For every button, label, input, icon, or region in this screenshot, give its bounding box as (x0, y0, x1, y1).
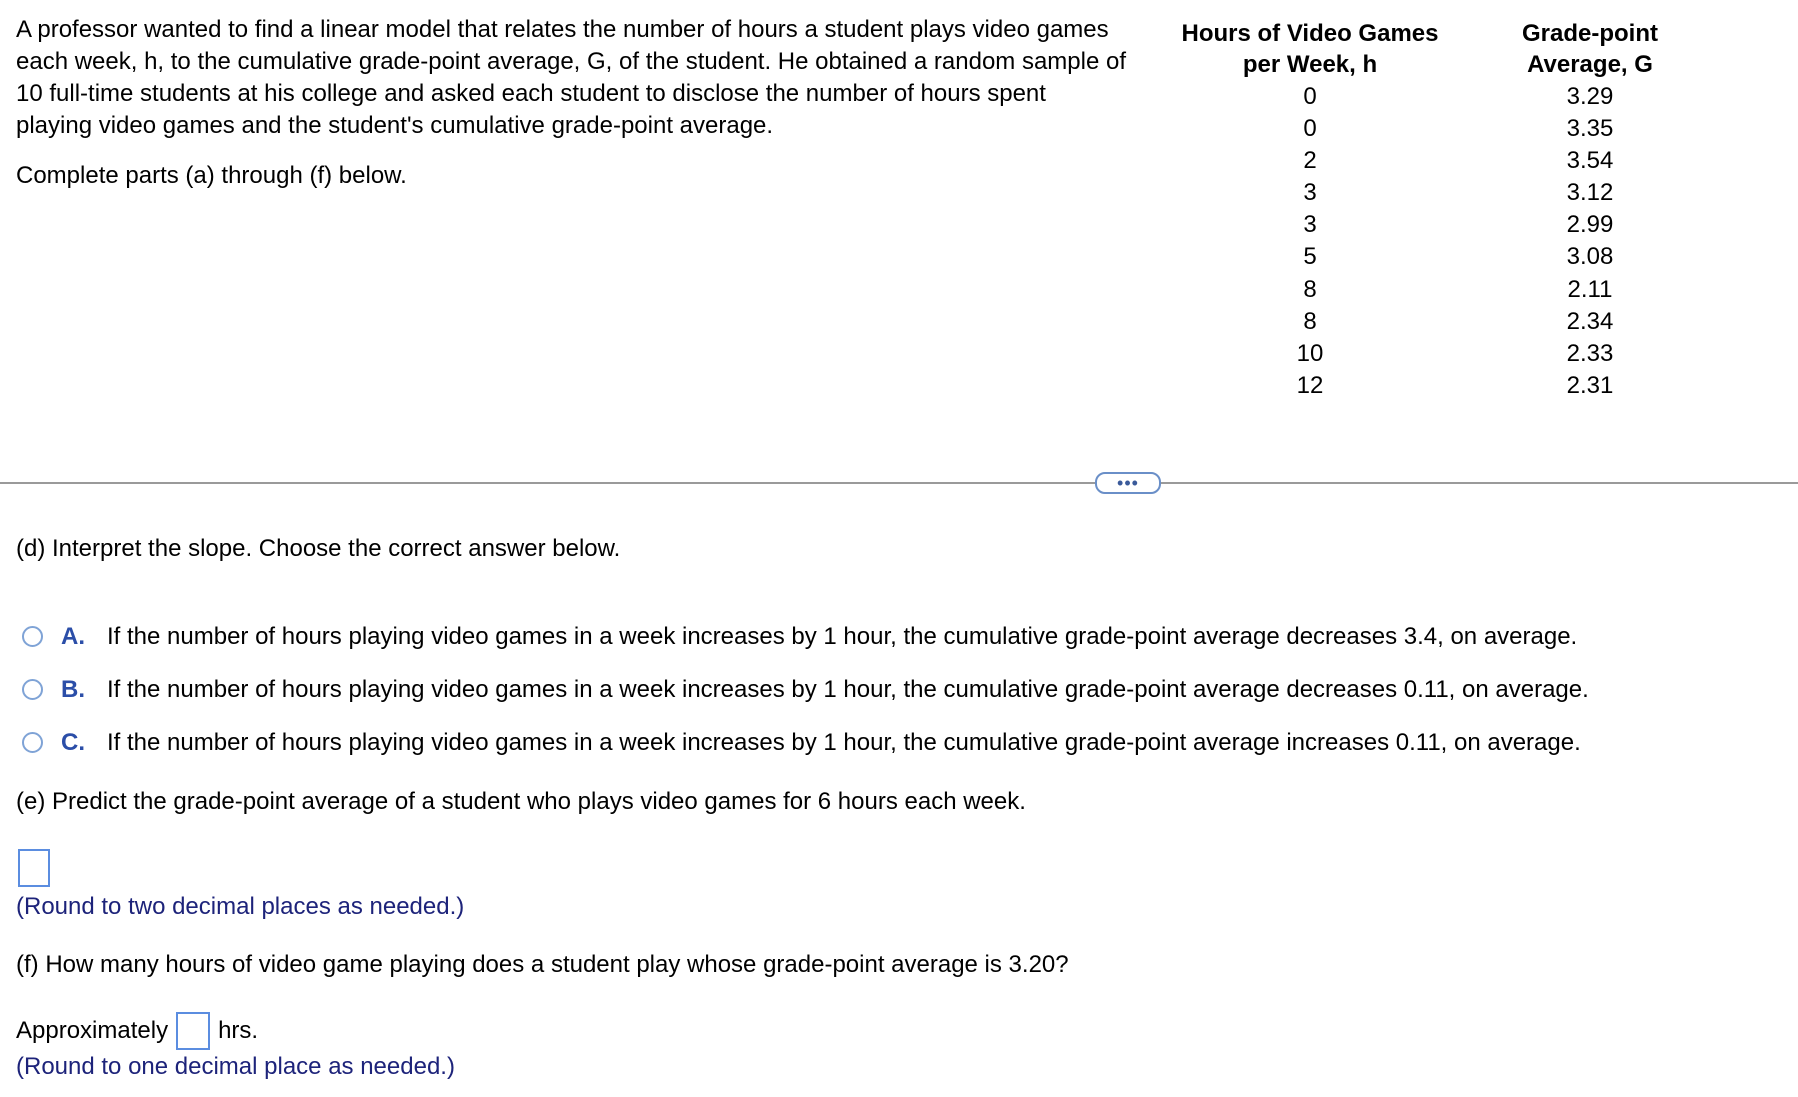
choice-option-a[interactable] (22, 610, 1589, 663)
expand-more-button[interactable]: ••• (1095, 472, 1161, 494)
gpa-cell: 3.35 (1566, 115, 1614, 143)
gpa-values (1475, 81, 1705, 402)
choice-letter: A. (61, 622, 85, 650)
part-f-answer-input[interactable] (176, 1012, 210, 1050)
gpa-cell: 3.29 (1566, 83, 1614, 110)
hours-cell: 0 (1303, 83, 1317, 110)
hours-cell: 12 (1296, 371, 1324, 399)
hours-column (1160, 18, 1460, 402)
choice-text: If the number of hours playing video games in a week increases by 1 hour, the cumulative grade-point average decreases 3.4, on average. (107, 622, 1578, 650)
gpa-cell: 2.31 (1566, 371, 1614, 399)
part-f-suffix: hrs. (218, 1017, 259, 1044)
gpa-cell: 3.54 (1566, 147, 1614, 175)
choice-letter: B. (61, 675, 85, 703)
part-f-answer-row (16, 1012, 258, 1050)
choice-text: If the number of hours playing video games in a week increases by 1 hour, the cumulative grade-point average increases 0.11, on average. (107, 728, 1581, 756)
hours-cell: 3 (1303, 179, 1317, 207)
part-e-hint: (Round to two decimal places as needed.) (16, 893, 465, 920)
part-e-question: (e) Predict the grade-point average of a student who plays video games for 6 hours each week. (16, 788, 1026, 815)
hours-header: Hours of Video Games per Week, h (1181, 20, 1439, 78)
gpa-column (1475, 18, 1705, 402)
section-divider (0, 482, 1798, 484)
gpa-cell: 3.08 (1566, 243, 1614, 271)
part-f-hint: (Round to one decimal place as needed.) (16, 1053, 455, 1080)
hours-cell: 10 (1296, 339, 1324, 367)
hours-cell: 0 (1303, 115, 1317, 143)
part-f-question: (f) How many hours of video game playing does a student play whose grade-point average is 3.20? (16, 951, 1069, 978)
part-f-prefix: Approximately (16, 1017, 169, 1044)
radio-button[interactable] (22, 626, 43, 647)
gpa-cell: 2.34 (1566, 307, 1614, 335)
hours-cell: 3 (1303, 211, 1317, 239)
gpa-cell: 2.33 (1566, 339, 1614, 367)
hours-cell: 8 (1303, 275, 1317, 303)
part-e-answer-input[interactable] (18, 849, 50, 887)
problem-statement (16, 14, 1126, 142)
choice-option-c[interactable] (22, 716, 1589, 769)
problem-text: A professor wanted to find a linear model that relates the number of hours a student plays video games each week, h, to the cumulative grade-point average, G, of the student. He obtained a random sample of 10 full-time students at his college and asked each student to disclose the number of hours spent playing video games and the student's cumulative grade-point average. (16, 16, 1126, 139)
gpa-cell: 2.11 (1567, 275, 1613, 303)
hours-values (1160, 81, 1460, 402)
part-d-question: (d) Interpret the slope. Choose the correct answer below. (16, 535, 621, 562)
gpa-cell: 2.99 (1566, 211, 1614, 239)
radio-button[interactable] (22, 679, 43, 700)
hours-cell: 8 (1303, 307, 1317, 335)
choice-text: If the number of hours playing video games in a week increases by 1 hour, the cumulative grade-point average decreases 0.11, on average. (107, 675, 1589, 703)
radio-button[interactable] (22, 732, 43, 753)
part-d-choices (22, 610, 1589, 769)
choice-option-b[interactable] (22, 663, 1589, 716)
gpa-cell: 3.12 (1566, 179, 1614, 207)
choice-letter: C. (61, 728, 85, 756)
instructions: Complete parts (a) through (f) below. (16, 162, 407, 189)
gpa-header: Grade-point Average, G (1522, 20, 1658, 78)
hours-cell: 2 (1303, 147, 1317, 175)
hours-cell: 5 (1303, 243, 1317, 271)
